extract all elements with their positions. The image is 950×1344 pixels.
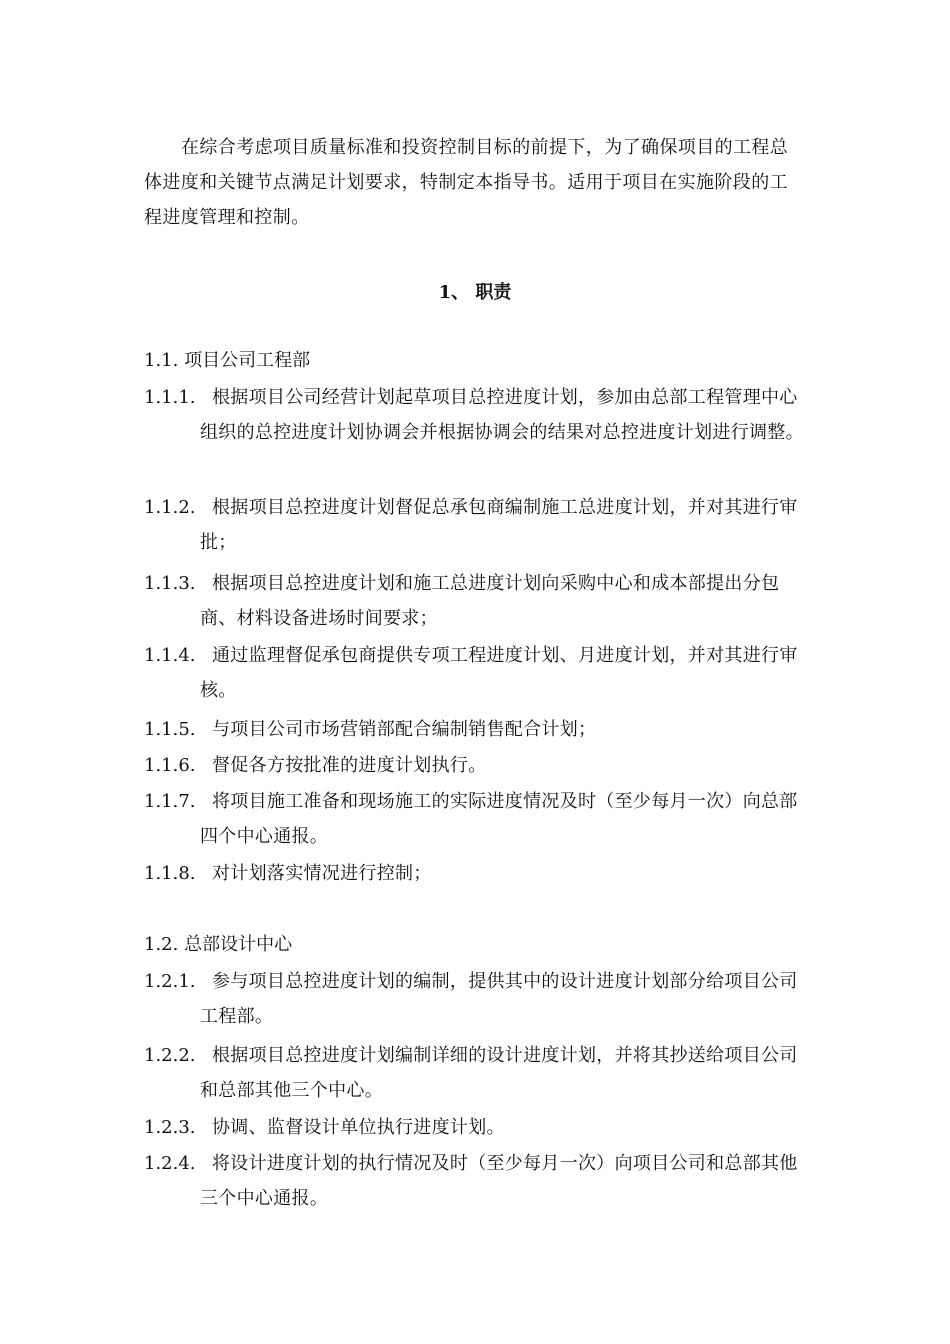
intro-paragraph: 在综合考虑项目质量标准和投资控制目标的前提下，为了确保项目的工程总体进度和关键节点满足计划要求，特制定本指导书。适用于项目在实施阶段的工程进度管理和控制。: [144, 137, 789, 228]
item-text: 督促各方按批准的进度计划执行。: [212, 755, 487, 776]
item-number: 1.1.4.: [144, 645, 196, 666]
list-item: [144, 490, 804, 560]
item-number: 1.2.2.: [144, 1045, 196, 1066]
list-item: [144, 1110, 804, 1145]
section-heading: 1、 职责: [438, 282, 512, 303]
item-text: 对计划落实情况进行控制；: [212, 863, 432, 884]
list-item: [144, 712, 804, 747]
item-number: 1.1.2.: [144, 497, 196, 518]
subsection-title: 1.1. 项目公司工程部: [144, 350, 311, 371]
item-text: 将项目施工准备和现场施工的实际进度情况及时（至少每月一次）向总部四个中心通报。: [200, 791, 798, 847]
item-number: 1.2.4.: [144, 1153, 196, 1174]
list-item: [144, 964, 804, 1034]
list-item: [144, 748, 804, 783]
item-text: 根据项目公司经营计划起草项目总控进度计划，参加由总部工程管理中心组织的总控进度计划协调会并根据协调会的结果对总控进度计划进行调整。: [200, 387, 804, 443]
list-item: [144, 566, 804, 636]
item-number: 1.2.1.: [144, 971, 196, 992]
item-text: 通过监理督促承包商提供专项工程进度计划、月进度计划，并对其进行审核。: [200, 645, 798, 701]
item-number: 1.1.8.: [144, 863, 196, 884]
item-number: 1.1.7.: [144, 791, 196, 812]
item-number: 1.1.3.: [144, 573, 196, 594]
subsection-title: 1.2. 总部设计中心: [144, 934, 293, 955]
item-text: 与项目公司市场营销部配合编制销售配合计划；: [212, 719, 597, 740]
item-text: 参与项目总控进度计划的编制，提供其中的设计进度计划部分给项目公司工程部。: [200, 971, 798, 1027]
item-number: 1.1.1.: [144, 387, 196, 408]
item-text: 根据项目总控进度计划和施工总进度计划向采购中心和成本部提出分包商、材料设备进场时间要求；: [200, 573, 780, 629]
item-number: 1.1.6.: [144, 755, 196, 776]
item-text: 根据项目总控进度计划编制详细的设计进度计划，并将其抄送给项目公司和总部其他三个中心。: [200, 1045, 798, 1101]
list-item: [144, 638, 804, 708]
item-text: 根据项目总控进度计划督促总承包商编制施工总进度计划，并对其进行审批；: [200, 497, 798, 553]
item-number: 1.1.5.: [144, 719, 196, 740]
list-item: [144, 1038, 804, 1108]
list-item: [144, 784, 804, 854]
list-item: [144, 1146, 804, 1216]
list-item: [144, 856, 804, 891]
item-text: 协调、监督设计单位执行进度计划。: [212, 1117, 505, 1138]
list-item: [144, 380, 804, 450]
item-text: 将设计进度计划的执行情况及时（至少每月一次）向项目公司和总部其他三个中心通报。: [200, 1153, 798, 1209]
item-number: 1.2.3.: [144, 1117, 196, 1138]
